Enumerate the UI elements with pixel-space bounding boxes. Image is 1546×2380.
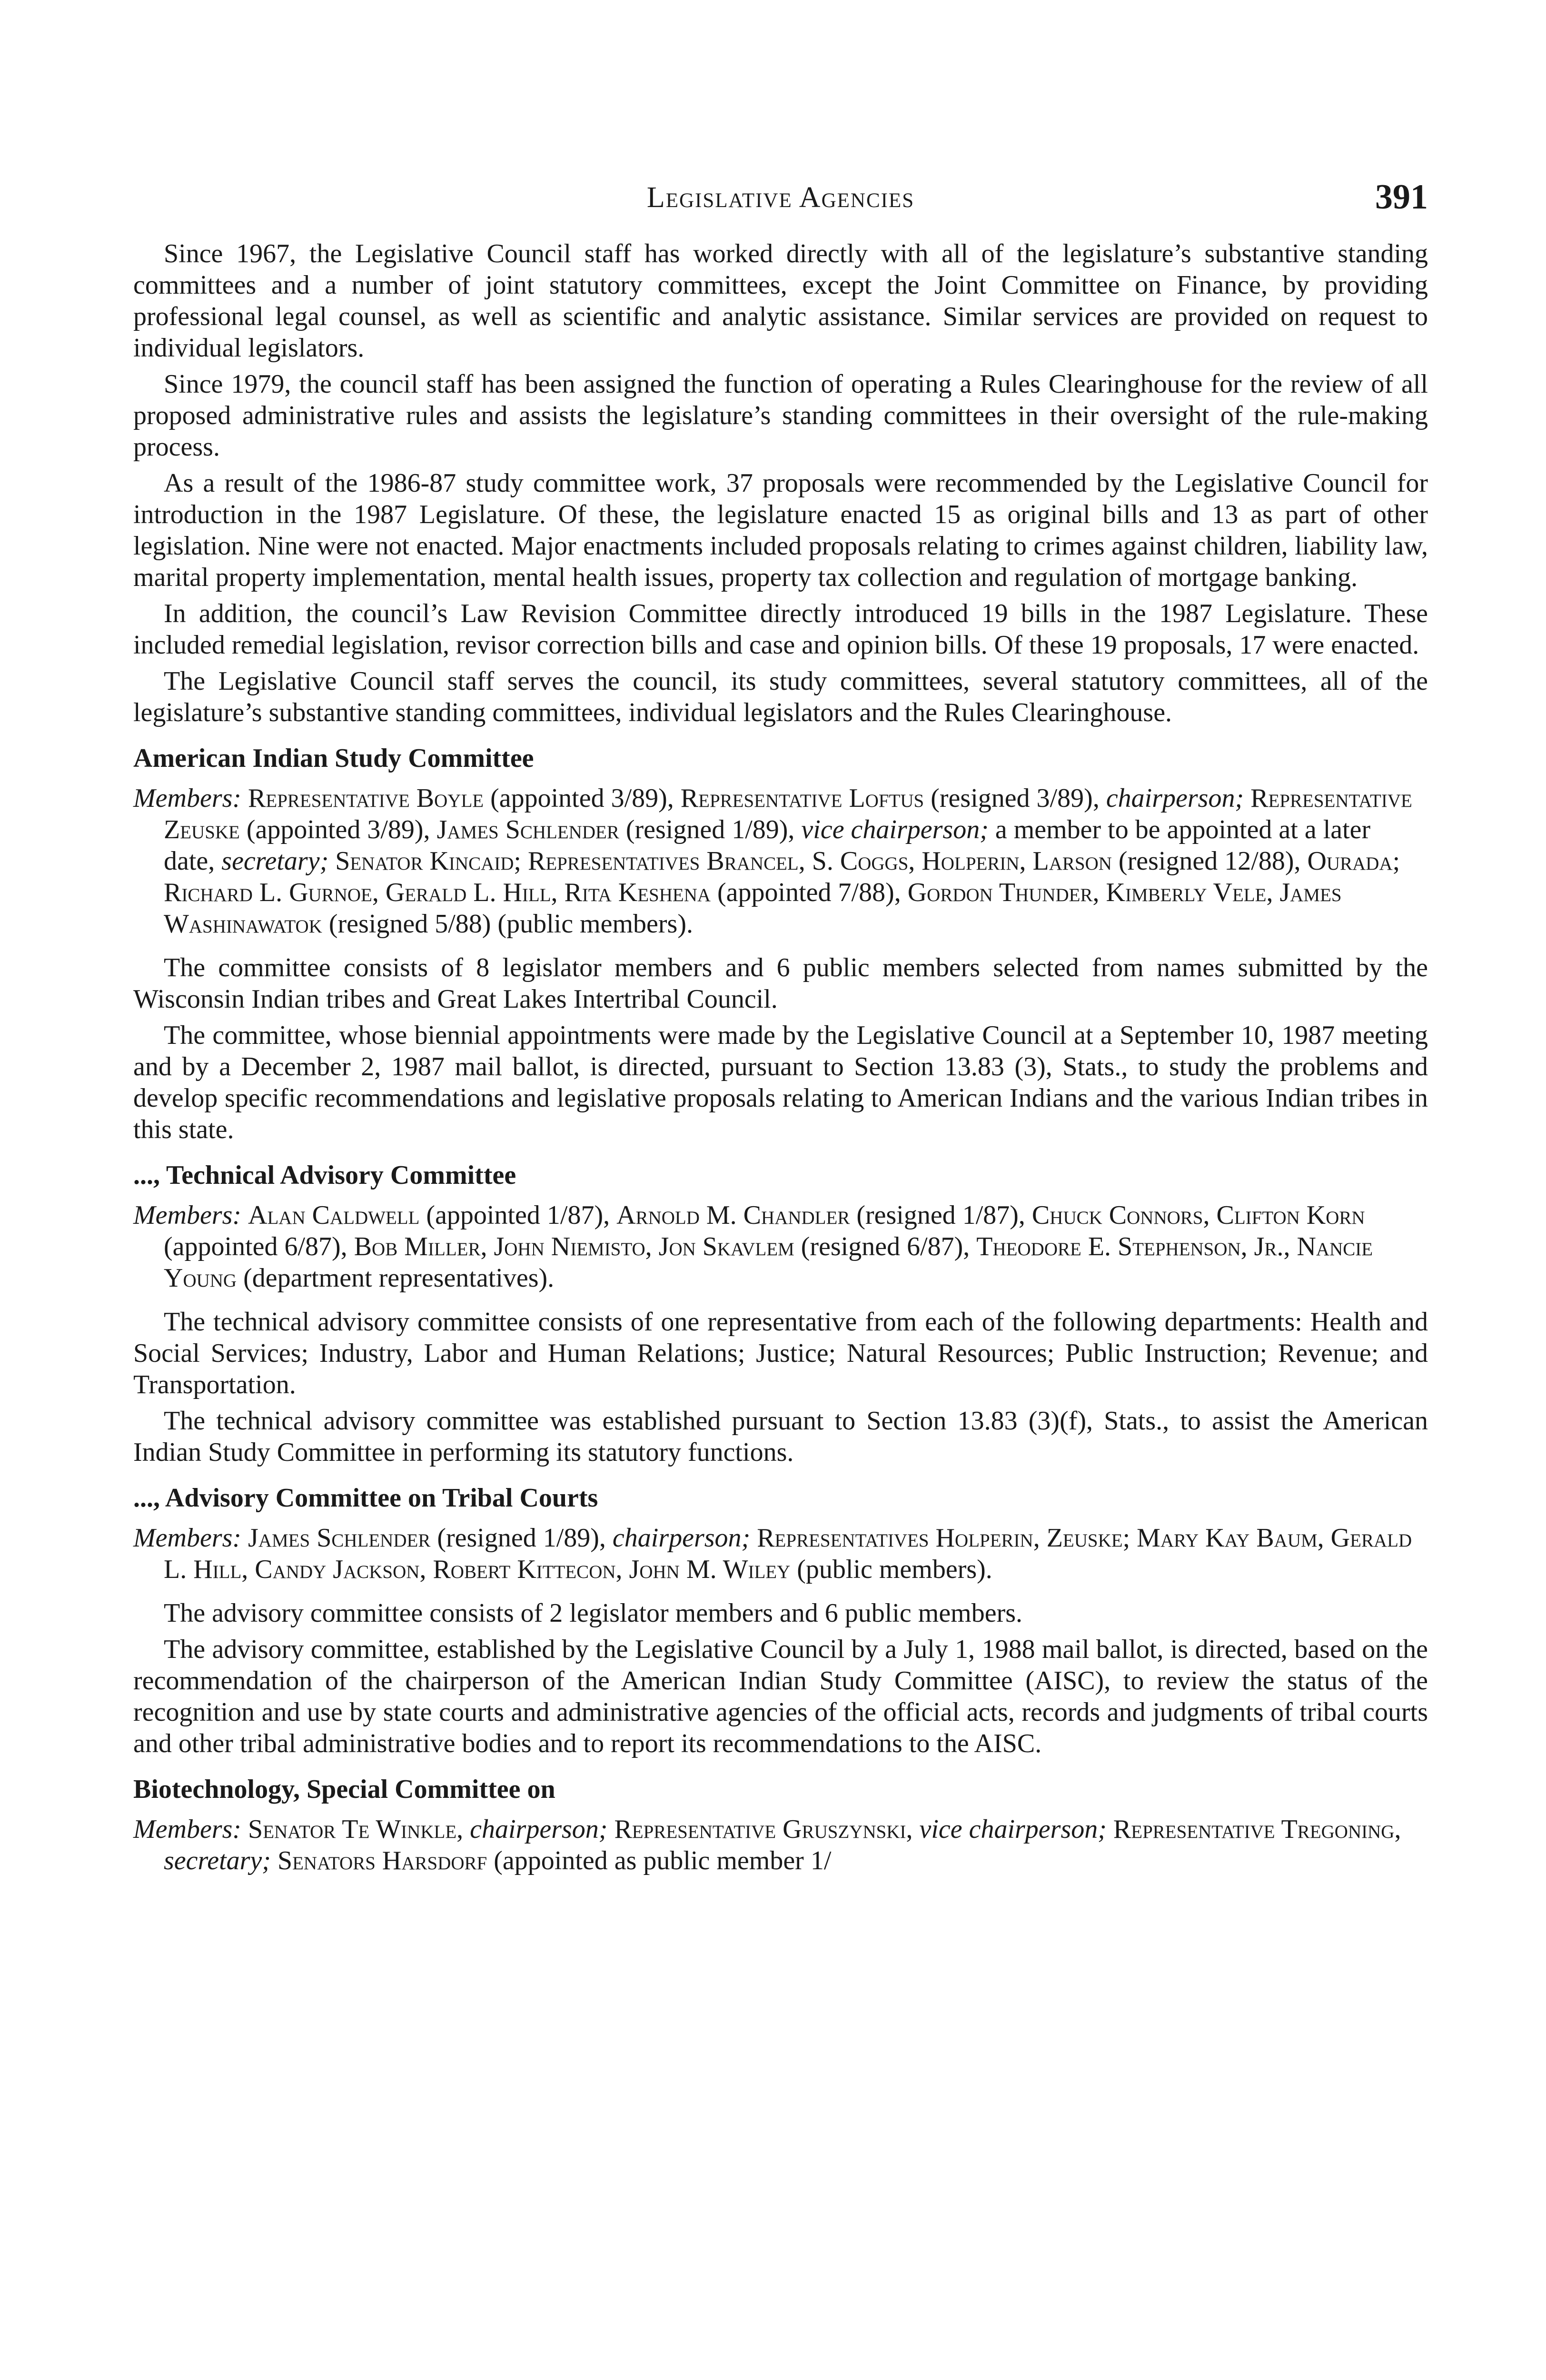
- tribal-courts-paragraph-1: The advisory committee consists of 2 legislator members and 6 public members.: [164, 1598, 1023, 1628]
- running-title: Legislative Agencies: [646, 181, 915, 214]
- member-note: a member to be appointed at a later date,: [164, 815, 1371, 876]
- member-name: Gordon Thunder, Kimberly Vele, James Washinawatok: [164, 878, 1342, 939]
- member-name: Representative Tregoning: [1113, 1815, 1395, 1844]
- member-name: Theodore E. Stephenson, Jr., Nancie Young: [164, 1232, 1373, 1293]
- member-name: Senator Te Winkle: [248, 1815, 457, 1844]
- member-note: [271, 1846, 277, 1875]
- member-role: vice chairperson;: [801, 815, 989, 844]
- members-tribal-courts: [133, 1522, 1428, 1585]
- tribal-courts-paragraph-2: The advisory committee, established by the Legislative Council by a July 1, 1988 mail ballot, is directed, based on the recommendation of the chairperson of the American Indian Study Committee (AISC), to review the status of the recognition and use by state courts and administrative agencies of the official acts, records and judgments of tribal courts and other tribal administrative bodies and to report its recommendations to the AISC.: [133, 1635, 1428, 1758]
- members-american-indian: [133, 783, 1428, 940]
- member-note: ,: [1394, 1815, 1401, 1844]
- member-role: secretary;: [164, 1846, 271, 1875]
- section-heading-technical-advisory: ..., Technical Advisory Committee: [133, 1160, 516, 1190]
- member-name: Bob Miller, John Niemisto, Jon Skavlem: [354, 1232, 794, 1261]
- member-name: Representative Loftus: [680, 783, 924, 813]
- intro-paragraph-5: The Legislative Council staff serves the council, its study committees, several statutory committees, all of the legislature’s substantive standing committees, individual legislators and the Rules Clearinghouse.: [133, 666, 1428, 727]
- member-role: vice chairperson;: [919, 1815, 1107, 1844]
- member-role: chairperson;: [612, 1523, 751, 1553]
- member-name: Senator Kincaid; Representatives Brancel, S. Coggs, Holperin, Larson: [335, 846, 1112, 876]
- member-name: Arnold M. Chandler: [616, 1200, 850, 1230]
- member-note: [1107, 1815, 1113, 1844]
- member-note: ,: [456, 1815, 470, 1844]
- member-note: (public members).: [790, 1555, 992, 1584]
- section-heading-tribal-courts: ..., Advisory Committee on Tribal Courts: [133, 1483, 598, 1513]
- member-name: James Schlender: [248, 1523, 431, 1553]
- intro-paragraph-4: In addition, the council’s Law Revision Committee directly introduced 19 bills in the 1987 Legislature. These included remedial legislation, revisor correction bills and case and opinion bills. Of these 19 proposals, 17 were enacted.: [133, 599, 1428, 660]
- member-note: (appointed as public member 1/: [487, 1846, 832, 1875]
- member-note: (appointed 3/89),: [239, 815, 437, 844]
- member-name: Representatives Holperin, Zeuske; Mary Kay Baum, Gerald L. Hill, Candy Jackson, Robert Kittecon, John M. Wiley: [164, 1523, 1412, 1584]
- member-name: Alan Caldwell: [248, 1200, 420, 1230]
- member-note: ,: [906, 1815, 920, 1844]
- member-role: secretary;: [221, 846, 329, 876]
- members-technical-advisory: [133, 1200, 1428, 1294]
- intro-paragraph-2: Since 1979, the council staff has been assigned the function of operating a Rules Clearinghouse for the review of all proposed administrative rules and assists the legislature’s standing committees in their oversight of the rule-making process.: [133, 369, 1428, 462]
- member-note: (resigned 5/88) (public members).: [322, 909, 693, 939]
- member-role: chairperson;: [470, 1815, 608, 1844]
- member-note: [328, 846, 335, 876]
- intro-paragraph-1: Since 1967, the Legislative Council staff has worked directly with all of the legislature’s substantive standing committees and a number of joint statutory committees, except the Joint Committee on Finance, by providing professional legal counsel, as well as scientific and analytic assistance. Similar services are provided on request to individual legislators.: [133, 239, 1428, 363]
- member-name: Ourada; Richard L. Gurnoe, Gerald L. Hill, Rita Keshena: [164, 846, 1400, 907]
- document-page: [133, 178, 1428, 1889]
- member-note: (appointed 7/88),: [711, 878, 908, 907]
- member-role: chairperson;: [1106, 783, 1244, 813]
- member-note: (resigned 12/88),: [1111, 846, 1308, 876]
- member-name: Representative Boyle: [248, 783, 484, 813]
- member-note: (appointed 1/87),: [419, 1200, 617, 1230]
- technical-advisory-paragraph-2: The technical advisory committee was established pursuant to Section 13.83 (3)(f), Stats., to assist the American Indian Study Committee in performing its statutory functions.: [133, 1406, 1428, 1467]
- members-label: Members:: [133, 1815, 242, 1844]
- member-note: [1244, 783, 1250, 813]
- member-note: (resigned 1/89),: [430, 1523, 613, 1553]
- members-label: Members:: [133, 1523, 242, 1553]
- section-heading-biotechnology: Biotechnology, Special Committee on: [133, 1775, 555, 1804]
- page-number: 391: [1375, 178, 1428, 217]
- members-label: Members:: [133, 783, 242, 813]
- member-note: [750, 1523, 757, 1553]
- american-indian-paragraph-2: The committee, whose biennial appointments were made by the Legislative Council at a September 10, 1987 meeting and by a December 2, 1987 mail ballot, is directed, pursuant to Section 13.83 (3), Stats., to study the problems and develop specific recommendations and legislative proposals relating to American Indians and the various Indian tribes in this state.: [133, 1021, 1428, 1144]
- member-name: Senators Harsdorf: [277, 1846, 487, 1875]
- running-head: [133, 178, 1428, 238]
- member-note: (resigned 6/87),: [794, 1232, 977, 1261]
- intro-paragraph-3: As a result of the 1986-87 study committee work, 37 proposals were recommended by the Legislative Council for introduction in the 1987 Legislature. Of these, the legislature enacted 15 as original bills and 13 as part of other legislation. Nine were not enacted. Major enactments included proposals relating to crimes against children, liability law, marital property implementation, mental health issues, property tax collection and regulation of mortgage banking.: [133, 468, 1428, 592]
- member-note: (appointed 6/87),: [164, 1232, 354, 1261]
- members-label: Members:: [133, 1200, 242, 1230]
- member-name: James Schlender: [436, 815, 619, 844]
- members-biotechnology: [133, 1814, 1428, 1876]
- member-note: (appointed 3/89),: [484, 783, 681, 813]
- member-note: [607, 1815, 614, 1844]
- section-heading-american-indian: American Indian Study Committee: [133, 744, 534, 773]
- member-note: (resigned 1/87),: [850, 1200, 1032, 1230]
- american-indian-paragraph-1: The committee consists of 8 legislator members and 6 public members selected from names submitted by the Wisconsin Indian tribes and Great Lakes Intertribal Council.: [133, 953, 1428, 1014]
- member-note: (resigned 3/89),: [924, 783, 1106, 813]
- technical-advisory-paragraph-1: The technical advisory committee consists of one representative from each of the following departments: Health and Social Services; Industry, Labor and Human Relations; Justice; Natural Resources; Public Instruction; Revenue; and Transportation.: [133, 1307, 1428, 1399]
- member-name: Chuck Connors, Clifton Korn: [1031, 1200, 1365, 1230]
- member-note: (resigned 1/89),: [619, 815, 802, 844]
- member-note: (department representatives).: [237, 1263, 555, 1293]
- member-name: Representative Gruszynski: [614, 1815, 906, 1844]
- member-name: Representative Zeuske: [164, 783, 1412, 844]
